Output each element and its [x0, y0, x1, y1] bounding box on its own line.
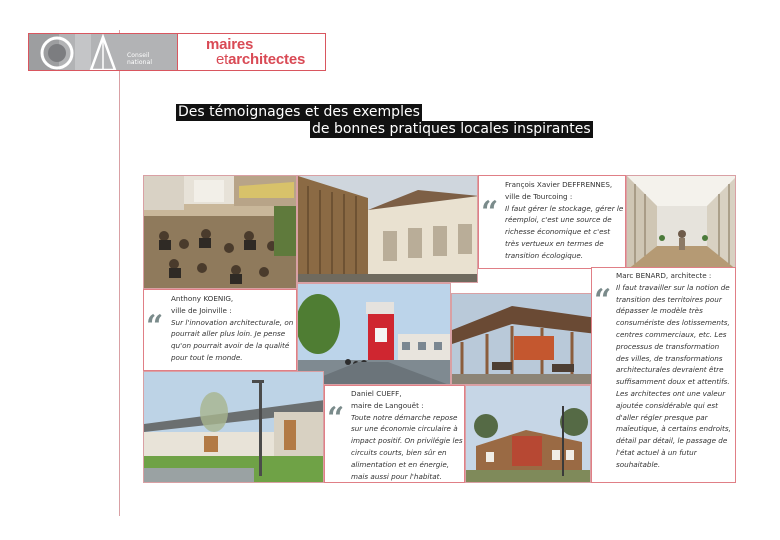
quote-body: Sur l'innovation architecturale, on pourrait aller plus loin. Je pense qu'on pourrait avoir de la qualité pour tout le monde. [171, 317, 294, 362]
quote-author-affiliation: ville de Tourcoing : [505, 191, 573, 201]
photo-interior [626, 175, 736, 269]
photo-market-hall [451, 293, 596, 385]
logo-wordmark [178, 33, 326, 71]
brand-line1: maires [206, 36, 254, 53]
quote-mark-icon: “ [481, 195, 499, 230]
quote-author-affiliation: maire de Langouët : [351, 400, 424, 410]
quote-author: Daniel CUEFF, [351, 389, 402, 398]
quote-benard [591, 267, 736, 483]
quote-mark-icon: “ [594, 283, 612, 318]
photo-timber-building [297, 175, 478, 283]
logo-subtitle [127, 52, 177, 66]
quote-text [171, 293, 295, 364]
photo-terrace [143, 175, 297, 289]
quote-text [351, 388, 465, 482]
quote-text [616, 270, 734, 471]
page-title-line2: de bonnes pratiques locales inspirantes [312, 121, 591, 137]
quote-author: François Xavier DEFFRENNES, [505, 180, 613, 189]
quote-author: Marc BENARD, architecte : [616, 271, 712, 280]
quote-koenig [143, 289, 297, 371]
logo [28, 33, 326, 71]
collage [143, 175, 736, 483]
quote-body: Il faut gérer le stockage, gérer le réemploi, c'est une source de richesse économique et c'est très vertueux en termes de transition écologique. [505, 203, 624, 260]
quote-deffrennes [478, 175, 626, 269]
photo-red-building [297, 283, 451, 385]
brand-line2 [216, 51, 305, 68]
quote-cueff [324, 385, 465, 483]
photo-long-building [143, 371, 324, 483]
logo-emblem [28, 33, 178, 71]
brand-architectes: architectes [228, 51, 306, 68]
quote-body: Toute notre démarche repose sur une économie circulaire à impact positif. On privilégie les circuits courts, bien sûr en alimentation et en énergie, mais aussi pour l'habitat. [351, 412, 463, 481]
photo-wood-school [465, 385, 591, 483]
logo-subtitle-line2: national [127, 59, 153, 66]
brand-et: et [216, 51, 229, 68]
quote-body: Il faut travailler sur la notion de transition des territoires pour dépasser le modèle très consumériste des lotissements, centres commerciaux, etc. Les processus de transformation des villes, de transformations architecturales devraient être suffisamment doux et attentifs. Les architectes ont une valeur ajoutée considérable qui est d'aller régler presque par maïeutique, à certains endroits, détail par détail, le passage de l'état actuel à un futur souhaitable. [616, 282, 731, 469]
margin-rule [119, 30, 120, 516]
quote-author: Anthony KOENIG, [171, 294, 234, 303]
quote-mark-icon: “ [327, 401, 345, 436]
page-title-line1: Des témoignages et des exemples [178, 104, 420, 120]
logo-subtitle-line1: Conseil [127, 52, 150, 59]
quote-text [505, 179, 625, 262]
quote-mark-icon: “ [146, 309, 164, 344]
quote-author-affiliation: ville de Joinville : [171, 305, 232, 315]
